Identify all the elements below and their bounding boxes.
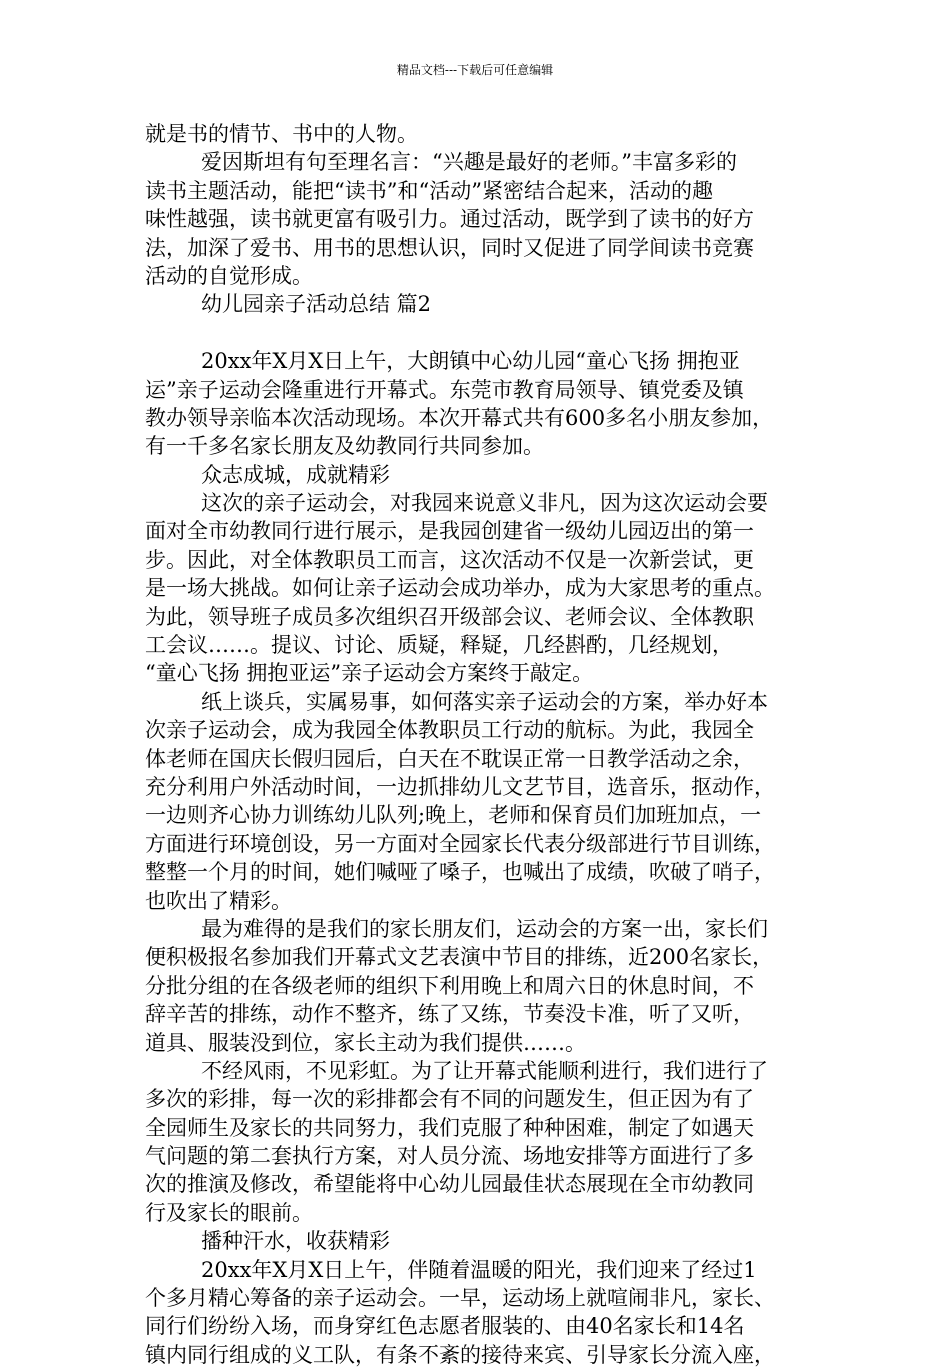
text-line: 20xx年X月X日上午，伴随着温暖的阳光，我们迎来了经过1 xyxy=(201,1257,757,1282)
text-line: 教办领导亲临本次活动现场。本次开幕式共有600多名小朋友参加， xyxy=(145,405,774,430)
text-line: 全园师生及家长的共同努力，我们克服了种种困难，制定了如遇天 xyxy=(145,1115,754,1140)
text-line: 次的推演及修改，希望能将中心幼儿园最佳状态展现在全市幼教同 xyxy=(145,1172,754,1197)
text-line: 也吹出了精彩。 xyxy=(145,888,292,913)
text-line: 个多月精心筹备的亲子运动会。一早，运动场上就喧闹非凡，家长、 xyxy=(145,1286,775,1311)
text-line: 充分利用户外活动时间，一边抓排幼儿文艺节目，选音乐，抠动作， xyxy=(145,774,775,799)
text-line: 行及家长的眼前。 xyxy=(145,1200,313,1225)
text-line: 面对全市幼教同行进行展示，是我园创建省一级幼儿园迈出的第一 xyxy=(145,519,754,544)
text-line: 整整一个月的时间，她们喊哑了嗓子，也喊出了成绩，吹破了哨子， xyxy=(145,860,775,885)
text-line: 20xx年X月X日上午，大朗镇中心幼儿园“童心飞扬 拥抱亚 xyxy=(201,349,740,374)
text-line: 体老师在国庆长假归园后，白天在不耽误正常一日教学活动之余， xyxy=(145,746,754,771)
text-line: 不经风雨，不见彩虹。为了让开幕式能顺利进行，我们进行了 xyxy=(201,1058,768,1083)
text-line: 读书主题活动，能把“读书”和“活动”紧密结合起来，活动的趣 xyxy=(145,178,713,203)
text-line: 有一千多名家长朋友及幼教同行共同参加。 xyxy=(145,434,544,459)
text-line: 多次的彩排，每一次的彩排都会有不同的问题发生，但正因为有了 xyxy=(145,1087,754,1112)
page-header: 精品文档---下载后可任意编辑 xyxy=(396,63,554,77)
text-line: 味性越强，读书就更富有吸引力。通过活动，既学到了读书的好方 xyxy=(145,207,754,232)
blank-line xyxy=(145,319,827,347)
text-line: 为此，领导班子成员多次组织召开级部会议、老师会议、全体教职 xyxy=(145,604,754,629)
text-line: 播种汗水，收获精彩 xyxy=(201,1229,390,1254)
text-line: 纸上谈兵，实属易事，如何落实亲子运动会的方案，举办好本 xyxy=(201,689,768,714)
text-line: 次亲子运动会，成为我园全体教职员工行动的航标。为此，我园全 xyxy=(145,718,754,743)
text-line: 分批分组的在各级老师的组织下利用晚上和周六日的休息时间，不 xyxy=(145,973,754,998)
text-line: 活动的自觉形成。 xyxy=(145,263,313,288)
text-line: 幼儿园亲子活动总结 篇2 xyxy=(201,292,432,317)
text-line: 工会议……。提议、讨论、质疑，释疑，几经斟酌，几经规划， xyxy=(145,633,733,658)
text-line: 道具、服装没到位，家长主动为我们提供……。 xyxy=(145,1030,586,1055)
document-body xyxy=(145,120,827,1369)
text-line: 一边则齐心协力训练幼儿队列;晚上，老师和保育员们加班加点，一 xyxy=(145,803,762,828)
text-line: 步。因此，对全体教职员工而言，这次活动不仅是一次新尝试，更 xyxy=(145,547,754,572)
text-line: 镇内同行组成的义工队，有条不紊的接待来宾、引导家长分流入座， xyxy=(145,1342,775,1367)
text-line: 运”亲子运动会隆重进行开幕式。东莞市教育局领导、镇党委及镇 xyxy=(145,377,744,402)
text-line: 辞辛苦的排练，动作不整齐，练了又练，节奏没卡准，听了又听， xyxy=(145,1002,754,1027)
text-line: 众志成城，成就精彩 xyxy=(201,462,390,487)
text-line: 法，加深了爱书、用书的思想认识，同时又促进了同学间读书竞赛 xyxy=(145,235,754,260)
text-line: 气问题的第二套执行方案，对人员分流、场地安排等方面进行了多 xyxy=(145,1144,754,1169)
text-line: 这次的亲子运动会，对我园来说意义非凡，因为这次运动会要 xyxy=(201,491,768,516)
text-line: 最为难得的是我们的家长朋友们，运动会的方案一出，家长们 xyxy=(201,916,768,941)
text-line: 同行们纷纷入场，而身穿红色志愿者服装的、由40名家长和14名 xyxy=(145,1314,745,1339)
text-line: 方面进行环境创设，另一方面对全园家长代表分级部进行节目训练， xyxy=(145,831,775,856)
text-line: 是一场大挑战。如何让亲子运动会成功举办，成为大家思考的重点。 xyxy=(145,576,775,601)
text-line: “童心飞扬 拥抱亚运”亲子运动会方案终于敲定。 xyxy=(145,661,594,686)
text-line: 爱因斯坦有句至理名言：“兴趣是最好的老师。”丰富多彩的 xyxy=(201,150,737,175)
text-line: 便积极报名参加我们开幕式文艺表演中节目的排练，近200名家长， xyxy=(145,945,774,970)
text-line: 就是书的情节、书中的人物。 xyxy=(145,122,418,146)
